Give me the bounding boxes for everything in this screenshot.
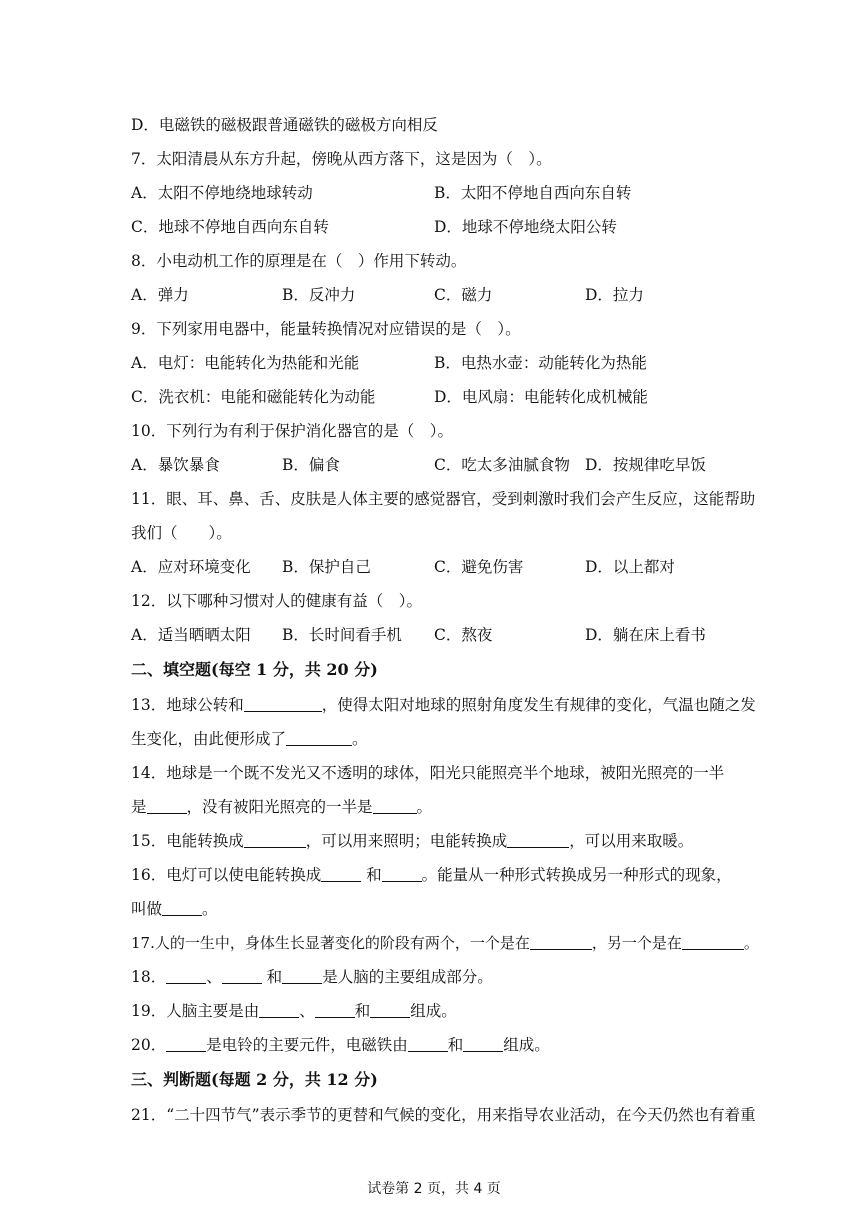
q20-text: 20． [131,1036,167,1054]
q19-blank-2 [315,1001,355,1018]
q14-blank-2 [373,797,417,814]
q13-text: 。 [352,730,368,748]
q15-text: ，可以用来取暖。 [569,832,694,850]
q17-text: 。 [743,934,759,952]
q18-blank-1 [166,967,206,984]
q16-text: 。能量从一种形式转换成另一种形式的现象， [421,866,732,884]
q12-option-c: C．熬夜 [434,626,493,644]
q8-option-d: D．拉力 [585,286,644,304]
section-fill-in-title: 二、填空题(每空 1 分，共 20 分) [131,660,378,679]
page-footer: 试卷第 2 页，共 4 页 [367,1181,501,1197]
q16-line1 [131,858,743,892]
q12-stem: 12．以下哪种习惯对人的健康有益（ ）。 [131,592,422,610]
q20-text: 组成。 [503,1036,550,1054]
q10-option-b: B．偏食 [282,456,340,474]
q6-option-d: D．电磁铁的磁极跟普通磁铁的磁极方向相反 [131,116,438,134]
q13-blank-2 [286,729,352,746]
q20-text: 是电铃的主要元件，电磁铁由 [206,1036,408,1054]
q10-options [131,448,743,482]
q12-options [131,618,743,652]
q15-blank-2 [507,831,569,848]
q20-blank-2 [408,1035,448,1052]
q10-option-a: A．暴饮暴食 [131,456,220,474]
q16-text: 16．电灯可以使电能转换成 [131,866,322,884]
q14-text: ，没有被阳光照亮的一半是 [186,798,373,816]
q17-text: 17.人的一生中，身体生长显著变化的阶段有两个，一个是在 [131,934,530,952]
q8-stem: 8．小电动机工作的原理是在（ ）作用下转动。 [131,252,467,270]
q18-blank-3 [282,967,322,984]
q16-blank-1 [321,865,361,882]
q14-line1: 14．地球是一个既不发光又不透明的球体，阳光只能照亮半个地球，被阳光照亮的一半 [131,764,725,782]
q9-option-d: D．电风扇：电能转化成机械能 [434,388,648,406]
q19-blank-3 [370,1001,410,1018]
q17-blank-2 [682,933,744,950]
q7-option-c: C．地球不停地自西向东自转 [131,218,329,236]
q10-option-d: D．按规律吃早饭 [585,456,706,474]
q7-option-d: D．地球不停地绕太阳公转 [434,218,617,236]
q16-blank-2 [382,865,422,882]
q16-text: 和 [361,866,382,884]
q7-options-row1 [131,176,743,210]
q17-text: ，另一个是在 [591,934,682,952]
q11-stem-line2: 我们（ ）。 [131,524,232,542]
q19-text: 、 [299,1002,315,1020]
q9-option-a: A．电灯：电能转化为热能和光能 [131,354,360,372]
q14-line2 [131,790,743,824]
q18-text: 、 [206,968,222,986]
q12-option-b: B．长时间看手机 [282,626,402,644]
q20-text: 和 [447,1036,464,1054]
q19-line [131,994,743,1028]
q11-option-d: D．以上都对 [585,558,675,576]
q19-blank-1 [259,1001,299,1018]
q19-text: 和 [354,1002,371,1020]
q13-text: 生变化，由此便形成了 [131,730,287,748]
q16-text: 。 [202,900,218,918]
q11-option-a: A．应对环境变化 [131,558,251,576]
q10-option-c: C．吃太多油腻食物 [434,456,570,474]
q13-text: 13．地球公转和 [131,696,244,714]
q20-blank-3 [463,1035,503,1052]
q12-option-a: A．适当晒晒太阳 [131,626,251,644]
q18-text: 是人脑的主要组成部分。 [322,968,493,986]
q9-options-row2 [131,380,743,414]
q8-option-b: B．反冲力 [282,286,356,304]
q7-option-a: A．太阳不停地绕地球转动 [131,184,313,202]
q18-line [131,960,743,994]
q11-option-c: C．避免伤害 [434,558,524,576]
q7-stem: 7．太阳清晨从东方升起，傍晚从西方落下，这是因为（ ）。 [131,150,552,168]
q9-option-c: C．洗衣机：电能和磁能转化为动能 [131,388,376,406]
q20-blank-1 [166,1035,206,1052]
q14-text: 是 [131,798,147,816]
q9-options-row1 [131,346,743,380]
q10-stem: 10．下列行为有利于保护消化器官的是（ ）。 [131,422,453,440]
section-true-false-title: 三、判断题(每题 2 分，共 12 分) [131,1070,378,1089]
q18-text: 18． [131,968,167,986]
q13-line2 [131,722,743,756]
q7-options-row2 [131,210,743,244]
q21-stem: 21．“二十四节气”表示季节的更替和气候的变化，用来指导农业活动，在今天仍然也有着重 [131,1106,756,1124]
q18-text: 和 [261,968,283,986]
q16-blank-3 [162,899,202,916]
q9-stem: 9．下列家用电器中，能量转换情况对应错误的是（ ）。 [131,320,521,338]
q8-option-a: A．弹力 [131,286,189,304]
q16-text: 叫做 [131,900,163,918]
q11-stem-line1: 11．眼、耳、鼻、舌、皮肤是人体主要的感觉器官，受到刺激时我们会产生反应，这能帮助 [131,490,756,508]
q14-blank-1 [147,797,187,814]
q13-line1 [131,688,756,722]
q12-option-d: D．躺在床上看书 [585,626,706,644]
q11-option-b: B．保护自己 [282,558,371,576]
q8-options [131,278,743,312]
q20-line [131,1028,743,1062]
q14-text: 。 [416,798,433,816]
q11-options [131,550,743,584]
q15-blank-1 [244,831,306,848]
q19-text: 19．人脑主要是由 [131,1002,260,1020]
q13-text: ，使得太阳对地球的照射角度发生有规律的变化，气温也随之发 [321,696,756,714]
q15-text: ，可以用来照明；电能转换成 [305,832,508,850]
q13-blank-1 [244,695,322,712]
q17-line [131,926,759,960]
q18-blank-2 [222,967,262,984]
q8-option-c: C．磁力 [434,286,493,304]
q19-text: 组成。 [410,1002,457,1020]
q17-blank-1 [530,933,592,950]
exam-content [131,108,759,1132]
q15-line [131,824,743,858]
q7-option-b: B．太阳不停地自西向东自转 [434,184,632,202]
q16-line2 [131,892,743,926]
q9-option-b: B．电热水壶：动能转化为热能 [434,354,647,372]
q15-text: 15．电能转换成 [131,832,244,850]
